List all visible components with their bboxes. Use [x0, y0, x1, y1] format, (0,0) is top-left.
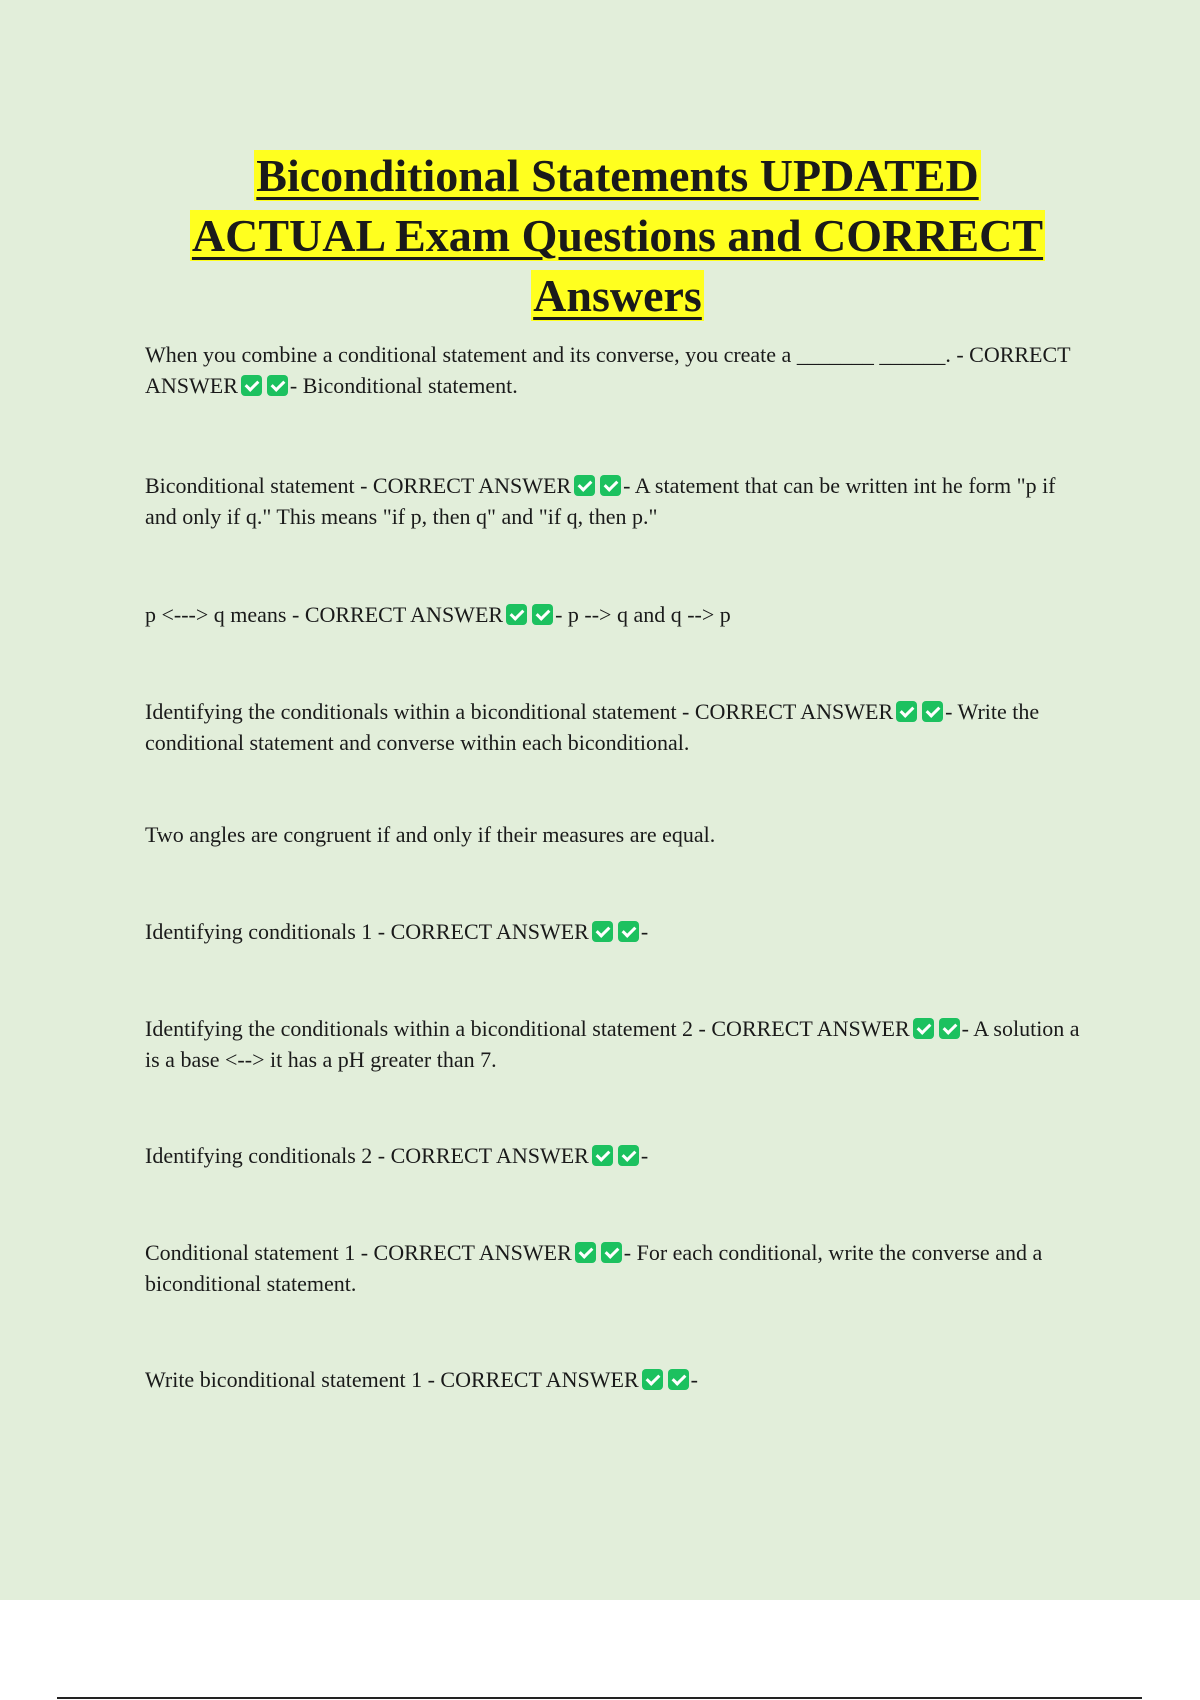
- answer-text: - p --> q and q --> p: [555, 602, 731, 627]
- check-box-icon: [601, 1242, 622, 1263]
- check-box-icon: [642, 1369, 663, 1390]
- check-box-icon: [913, 1018, 934, 1039]
- question-text: Identifying conditionals 2 - CORRECT ANSWER: [145, 1143, 589, 1168]
- check-box-icon: [618, 921, 639, 942]
- answer-text: -: [690, 1367, 698, 1392]
- check-box-icon: [668, 1369, 689, 1390]
- answer-text: - A solution a is a base <--> it has a pH greater than 7.: [145, 1016, 1080, 1072]
- qa-item: [145, 696, 1090, 758]
- document-title: [130, 146, 1105, 326]
- qa-item: [145, 599, 1090, 630]
- question-text: Conditional statement 1 - CORRECT ANSWER: [145, 1240, 572, 1265]
- answer-text: - For each conditional, write the converse and a biconditional statement.: [145, 1240, 1043, 1296]
- question-text: p <---> q means - CORRECT ANSWER: [145, 602, 504, 627]
- question-text: Identifying the conditionals within a biconditional statement - CORRECT ANSWER: [145, 699, 894, 724]
- qa-item: [145, 916, 1090, 947]
- qa-item: [145, 1013, 1090, 1075]
- qa-item: [145, 1237, 1090, 1299]
- question-text: Identifying conditionals 1 - CORRECT ANSWER: [145, 919, 589, 944]
- answer-text: - Write the conditional statement and converse within each biconditional.: [145, 699, 1040, 755]
- title-line-3: Answers: [533, 270, 702, 321]
- title-line-2: ACTUAL Exam Questions and CORRECT: [191, 210, 1044, 261]
- title-line-1: Biconditional Statements UPDATED: [256, 150, 979, 201]
- check-box-icon: [506, 604, 527, 625]
- answer-text: - A statement that can be written int he form "p if and only if q." This means "if p, then q" and "if q, then p.": [145, 473, 1056, 529]
- qa-item: [145, 1364, 1090, 1395]
- answer-text: - Biconditional statement.: [289, 373, 518, 398]
- qa-item: [145, 339, 1090, 401]
- check-box-icon: [922, 701, 943, 722]
- check-box-icon: [241, 375, 262, 396]
- check-box-icon: [592, 921, 613, 942]
- footer-divider: [57, 1697, 1142, 1699]
- check-box-icon: [575, 1242, 596, 1263]
- statement-text: Two angles are congruent if and only if their measures are equal.: [145, 822, 716, 847]
- question-text: Write biconditional statement 1 - CORRECT ANSWER: [145, 1367, 639, 1392]
- answer-text: -: [640, 1143, 649, 1168]
- check-box-icon: [532, 604, 553, 625]
- check-box-icon: [618, 1145, 639, 1166]
- check-box-icon: [592, 1145, 613, 1166]
- check-box-icon: [939, 1018, 960, 1039]
- question-text: When you combine a conditional statement and its converse, you create a _______ ______. - CORRECT ANSWER: [145, 342, 1071, 398]
- check-box-icon: [267, 375, 288, 396]
- answer-text: -: [640, 919, 649, 944]
- qa-item: [145, 1140, 1090, 1171]
- question-text: Identifying the conditionals within a biconditional statement 2 - CORRECT ANSWER: [145, 1016, 910, 1041]
- qa-item: [145, 470, 1090, 532]
- check-box-icon: [896, 701, 917, 722]
- check-box-icon: [600, 475, 621, 496]
- question-text: Biconditional statement - CORRECT ANSWER: [145, 473, 572, 498]
- check-box-icon: [574, 475, 595, 496]
